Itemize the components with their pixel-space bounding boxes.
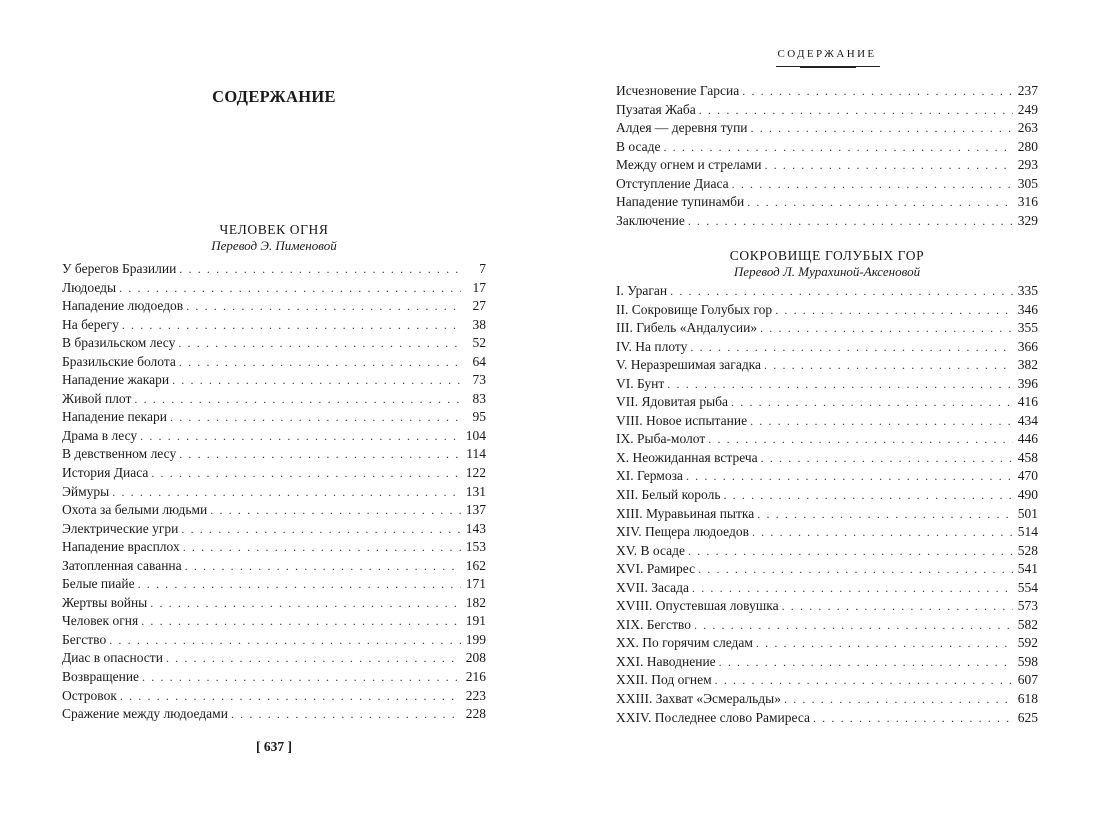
toc-entry bbox=[62, 464, 486, 483]
toc-leader-dots bbox=[183, 538, 461, 557]
toc-entry bbox=[616, 356, 1038, 375]
toc-leader-dots bbox=[140, 427, 461, 446]
toc-entry-page: 182 bbox=[465, 594, 486, 610]
toc-entry-title: XXIV. Последнее слово Рамиреса bbox=[616, 709, 810, 725]
toc-entry bbox=[616, 393, 1038, 412]
toc-entry-page: 52 bbox=[472, 335, 486, 351]
toc-entry bbox=[62, 705, 486, 724]
section-heading-chelovek-ognya bbox=[62, 221, 486, 254]
section-translator: Перевод Л. Мурахиной-Аксеновой bbox=[733, 264, 921, 279]
toc-leader-dots bbox=[667, 375, 1013, 394]
toc-leader-dots bbox=[179, 260, 461, 279]
toc-entry bbox=[62, 612, 486, 631]
toc-entry-page: 263 bbox=[1017, 120, 1038, 136]
toc-entry-title: XIV. Пещера людоедов bbox=[616, 524, 749, 540]
toc-entry bbox=[616, 212, 1038, 231]
toc-leader-dots bbox=[699, 101, 1013, 120]
toc-entry-page: 625 bbox=[1017, 709, 1038, 725]
toc-entry-title: Диас в опасности bbox=[62, 650, 163, 666]
toc-leader-dots bbox=[775, 301, 1013, 320]
toc-entry bbox=[616, 282, 1038, 301]
toc-entry-title: Отступление Диаса bbox=[616, 175, 729, 191]
toc-entry bbox=[62, 353, 486, 372]
toc-leader-dots bbox=[142, 668, 461, 687]
toc-leader-dots bbox=[715, 671, 1013, 690]
toc-entry bbox=[616, 430, 1038, 449]
toc-leader-dots bbox=[119, 279, 461, 298]
toc-leader-dots bbox=[122, 316, 461, 335]
toc-entry-title: Исчезновение Гарсиа bbox=[616, 83, 740, 98]
toc-entry bbox=[616, 301, 1038, 320]
toc-entry-page: 104 bbox=[465, 427, 486, 443]
toc-entry bbox=[62, 297, 486, 316]
toc-entry-page: 382 bbox=[1017, 357, 1038, 373]
toc-entry-page: 355 bbox=[1017, 320, 1038, 336]
toc-entry bbox=[616, 467, 1038, 486]
toc-entry bbox=[62, 279, 486, 298]
toc-leader-dots bbox=[751, 119, 1013, 138]
page-title: СОДЕРЖАНИЕ bbox=[212, 87, 336, 106]
toc-entry-title: XI. Гермоза bbox=[616, 468, 683, 484]
toc-entry bbox=[616, 449, 1038, 468]
toc-leader-dots bbox=[134, 390, 461, 409]
toc-entry-title: Электрические угри bbox=[62, 520, 179, 536]
toc-entry-page: 305 bbox=[1017, 175, 1038, 191]
toc-entry-title: XX. По горячим следам bbox=[616, 635, 753, 651]
toc-entry-page: 329 bbox=[1017, 212, 1038, 228]
toc-leader-dots bbox=[185, 557, 461, 576]
toc-entry-page: 573 bbox=[1017, 598, 1038, 614]
toc-entry-page: 153 bbox=[465, 539, 486, 555]
toc-leader-dots bbox=[179, 445, 461, 464]
toc-entry-title: Заключение bbox=[616, 212, 685, 228]
toc-entry-page: 316 bbox=[1017, 194, 1038, 210]
toc-leader-dots bbox=[764, 356, 1013, 375]
toc-leader-dots bbox=[747, 193, 1013, 212]
toc-entry bbox=[616, 193, 1038, 212]
toc-entry-title: Нападение врасплох bbox=[62, 539, 180, 555]
toc-entry bbox=[616, 375, 1038, 394]
toc-entry-page: 396 bbox=[1017, 375, 1038, 391]
toc-leader-dots bbox=[756, 634, 1013, 653]
toc-entry bbox=[62, 520, 486, 539]
toc-entry-title: В осаде bbox=[616, 138, 661, 154]
toc-entry bbox=[62, 594, 486, 613]
toc-leader-dots bbox=[784, 690, 1013, 709]
toc-leader-dots bbox=[692, 579, 1013, 598]
toc-entry-page: 17 bbox=[472, 279, 486, 295]
toc-entry-page: 171 bbox=[465, 576, 486, 592]
toc-entry-title: XIII. Муравьиная пытка bbox=[616, 505, 755, 521]
toc-entry-page: 114 bbox=[466, 446, 486, 462]
toc-entry bbox=[62, 483, 486, 502]
toc-entry-page: 490 bbox=[1017, 487, 1038, 503]
toc-entry-title: I. Ураган bbox=[616, 283, 668, 298]
toc-leader-dots bbox=[112, 483, 461, 502]
toc-leader-dots bbox=[150, 594, 461, 613]
toc-entry-title: XXI. Наводнение bbox=[616, 653, 716, 669]
toc-entry bbox=[616, 690, 1038, 709]
toc-entry-title: На берегу bbox=[62, 316, 119, 332]
toc-entry-page: 280 bbox=[1017, 138, 1038, 154]
toc-entry bbox=[616, 560, 1038, 579]
toc-entry-page: 470 bbox=[1017, 468, 1038, 484]
toc-entry bbox=[616, 505, 1038, 524]
toc-entry-title: Между огнем и стрелами bbox=[616, 157, 762, 173]
section-heading-sokrovishche bbox=[616, 247, 1038, 280]
toc-entry bbox=[62, 408, 486, 427]
toc-entry-title: VI. Бунт bbox=[616, 375, 665, 391]
toc-leader-dots bbox=[732, 175, 1013, 194]
toc-entry-page: 38 bbox=[472, 316, 486, 332]
toc-entry bbox=[616, 579, 1038, 598]
toc-leader-dots bbox=[663, 138, 1013, 157]
toc-entry-page: 607 bbox=[1017, 672, 1038, 688]
toc-leader-dots bbox=[688, 212, 1013, 231]
toc-entry-page: 554 bbox=[1017, 579, 1038, 595]
toc-entry-title: Нападение людоедов bbox=[62, 298, 184, 314]
toc-leader-dots bbox=[757, 505, 1013, 524]
toc-entry-title: XVII. Засада bbox=[616, 579, 690, 595]
toc-entry bbox=[62, 668, 486, 687]
toc-entry-page: 237 bbox=[1017, 83, 1038, 98]
toc-entry bbox=[616, 101, 1038, 120]
toc-leader-dots bbox=[151, 464, 461, 483]
toc-entry bbox=[62, 501, 486, 520]
toc-entry bbox=[62, 390, 486, 409]
toc-entry-title: Драма в лесу bbox=[62, 427, 138, 443]
toc-list-right-continued bbox=[616, 82, 1038, 230]
toc-entry-page: 162 bbox=[465, 557, 486, 573]
toc-leader-dots bbox=[750, 412, 1013, 431]
toc-entry bbox=[62, 445, 486, 464]
toc-list-left bbox=[62, 260, 486, 724]
toc-leader-dots bbox=[210, 501, 461, 520]
toc-entry bbox=[62, 427, 486, 446]
toc-leader-dots bbox=[181, 520, 461, 539]
toc-entry bbox=[616, 156, 1038, 175]
toc-entry-page: 335 bbox=[1017, 283, 1038, 298]
toc-leader-dots bbox=[752, 523, 1013, 542]
toc-leader-dots bbox=[186, 297, 461, 316]
toc-entry-page: 208 bbox=[465, 650, 486, 666]
toc-entry bbox=[616, 338, 1038, 357]
toc-entry-page: 582 bbox=[1017, 616, 1038, 632]
toc-leader-dots bbox=[166, 649, 461, 668]
toc-entry-page: 598 bbox=[1017, 653, 1038, 669]
toc-entry-page: 434 bbox=[1017, 412, 1038, 428]
toc-leader-dots bbox=[172, 371, 461, 390]
toc-leader-dots bbox=[813, 709, 1013, 728]
toc-entry bbox=[62, 557, 486, 576]
toc-entry bbox=[62, 687, 486, 706]
toc-entry-page: 223 bbox=[465, 687, 486, 703]
toc-entry-page: 216 bbox=[465, 669, 486, 685]
toc-entry-title: Бразильские болота bbox=[62, 353, 176, 369]
toc-entry-page: 7 bbox=[479, 261, 486, 276]
toc-leader-dots bbox=[109, 631, 461, 650]
toc-entry bbox=[62, 649, 486, 668]
toc-entry-title: В бразильском лесу bbox=[62, 335, 176, 351]
toc-leader-dots bbox=[723, 486, 1013, 505]
toc-entry-page: 131 bbox=[465, 483, 486, 499]
toc-entry-title: История Диаса bbox=[62, 465, 149, 481]
toc-entry-title: V. Неразрешимая загадка bbox=[616, 357, 762, 373]
toc-entry-page: 122 bbox=[465, 465, 486, 481]
toc-entry-page: 366 bbox=[1017, 338, 1038, 354]
toc-entry bbox=[62, 631, 486, 650]
page-number: [ 637 ] bbox=[256, 739, 292, 754]
toc-entry-page: 199 bbox=[465, 631, 486, 647]
toc-entry-page: 528 bbox=[1017, 542, 1038, 558]
toc-entry-title: Сражение между людоедами bbox=[62, 706, 228, 722]
toc-entry-page: 514 bbox=[1017, 524, 1038, 540]
toc-leader-dots bbox=[138, 575, 461, 594]
toc-entry bbox=[616, 138, 1038, 157]
running-head-rule-accent bbox=[800, 66, 856, 68]
toc-entry-page: 618 bbox=[1017, 691, 1038, 707]
toc-leader-dots bbox=[179, 353, 461, 372]
toc-entry-title: Людоеды bbox=[62, 279, 117, 295]
toc-leader-dots bbox=[742, 82, 1013, 101]
toc-leader-dots bbox=[141, 612, 461, 631]
toc-entry-page: 346 bbox=[1017, 301, 1038, 317]
toc-entry-page: 64 bbox=[472, 353, 486, 369]
toc-entry-page: 73 bbox=[472, 372, 486, 388]
toc-leader-dots bbox=[708, 430, 1013, 449]
toc-entry-title: II. Сокровище Голубых гор bbox=[616, 301, 773, 317]
toc-entry bbox=[62, 371, 486, 390]
toc-entry-title: Нападение жакари bbox=[62, 372, 170, 388]
toc-entry-title: XVI. Рамирес bbox=[616, 561, 696, 577]
section-title: ЧЕЛОВЕК ОГНЯ bbox=[219, 222, 329, 237]
toc-leader-dots bbox=[686, 467, 1013, 486]
toc-entry bbox=[616, 542, 1038, 561]
toc-entry-title: Затопленная саванна bbox=[62, 557, 182, 573]
toc-leader-dots bbox=[670, 282, 1013, 301]
running-head: СОДЕРЖАНИЕ bbox=[777, 48, 877, 60]
toc-entry-title: В девственном лесу bbox=[62, 446, 177, 462]
toc-entry-title: III. Гибель «Андалусии» bbox=[616, 320, 758, 336]
toc-entry bbox=[616, 523, 1038, 542]
toc-leader-dots bbox=[782, 597, 1013, 616]
toc-leader-dots bbox=[120, 687, 461, 706]
toc-entry-page: 27 bbox=[472, 298, 486, 314]
toc-leader-dots bbox=[170, 408, 461, 427]
toc-leader-dots bbox=[688, 542, 1013, 561]
toc-entry-title: Пузатая Жаба bbox=[616, 101, 696, 117]
toc-entry-page: 143 bbox=[465, 520, 486, 536]
toc-entry-title: XIX. Бегство bbox=[616, 616, 691, 632]
toc-entry-title: Островок bbox=[62, 687, 117, 703]
toc-entry-title: IV. На плоту bbox=[616, 338, 688, 354]
toc-entry-title: Возвращение bbox=[62, 669, 140, 685]
toc-entry-title: Охота за белыми людьми bbox=[62, 502, 208, 518]
toc-entry-page: 501 bbox=[1017, 505, 1038, 521]
toc-leader-dots bbox=[178, 334, 461, 353]
toc-entry-page: 592 bbox=[1017, 635, 1038, 651]
toc-list-right bbox=[616, 282, 1038, 727]
toc-entry-title: XXIII. Захват «Эсмеральды» bbox=[616, 691, 781, 707]
toc-entry-page: 249 bbox=[1017, 101, 1038, 117]
toc-entry bbox=[62, 316, 486, 335]
toc-entry-page: 293 bbox=[1017, 157, 1038, 173]
toc-entry-title: Нападение тупинамби bbox=[616, 194, 745, 210]
toc-entry bbox=[616, 597, 1038, 616]
toc-entry-title: VIII. Новое испытание bbox=[616, 412, 748, 428]
toc-entry-page: 228 bbox=[465, 706, 486, 722]
toc-leader-dots bbox=[731, 393, 1013, 412]
toc-entry bbox=[62, 538, 486, 557]
toc-entry-page: 95 bbox=[472, 409, 486, 425]
toc-entry-title: Живой плот bbox=[62, 390, 132, 406]
toc-entry-title: Жертвы войны bbox=[62, 594, 148, 610]
toc-entry-page: 458 bbox=[1017, 449, 1038, 465]
toc-entry-title: Эймуры bbox=[62, 483, 110, 499]
toc-entry bbox=[616, 319, 1038, 338]
toc-entry-page: 137 bbox=[465, 502, 486, 518]
toc-entry bbox=[616, 709, 1038, 728]
toc-entry-title: X. Неожиданная встреча bbox=[616, 449, 758, 465]
toc-entry-title: Нападение пекари bbox=[62, 409, 167, 425]
toc-entry bbox=[616, 671, 1038, 690]
toc-entry-title: XXII. Под огнем bbox=[616, 672, 712, 688]
toc-entry bbox=[62, 260, 486, 279]
toc-entry-title: XV. В осаде bbox=[616, 542, 685, 558]
section-translator: Перевод Э. Пименовой bbox=[211, 238, 337, 253]
toc-entry-page: 446 bbox=[1017, 431, 1038, 447]
toc-entry bbox=[62, 575, 486, 594]
toc-entry-title: VII. Ядовитая рыба bbox=[616, 394, 729, 410]
toc-entry-page: 191 bbox=[465, 613, 486, 629]
toc-entry-title: У берегов Бразилии bbox=[62, 261, 177, 276]
toc-entry bbox=[616, 82, 1038, 101]
toc-entry bbox=[616, 175, 1038, 194]
toc-entry-title: Алдея — деревня тупи bbox=[616, 120, 748, 136]
toc-leader-dots bbox=[694, 616, 1013, 635]
toc-entry-title: Белые пиайе bbox=[62, 576, 135, 592]
toc-entry bbox=[616, 616, 1038, 635]
toc-leader-dots bbox=[761, 449, 1013, 468]
toc-entry-title: Человек огня bbox=[62, 613, 139, 629]
toc-leader-dots bbox=[760, 319, 1013, 338]
toc-leader-dots bbox=[719, 653, 1013, 672]
toc-entry-title: XVIII. Опустевшая ловушка bbox=[616, 598, 779, 614]
toc-leader-dots bbox=[764, 156, 1013, 175]
toc-entry bbox=[616, 486, 1038, 505]
toc-entry bbox=[616, 653, 1038, 672]
toc-leader-dots bbox=[698, 560, 1013, 579]
toc-leader-dots bbox=[231, 705, 461, 724]
toc-entry-title: XII. Белый король bbox=[616, 487, 721, 503]
toc-entry bbox=[62, 334, 486, 353]
toc-entry-page: 416 bbox=[1017, 394, 1038, 410]
toc-entry bbox=[616, 634, 1038, 653]
toc-entry bbox=[616, 412, 1038, 431]
toc-entry bbox=[616, 119, 1038, 138]
section-title: СОКРОВИЩЕ ГОЛУБЫХ ГОР bbox=[729, 248, 925, 263]
toc-entry-title: IX. Рыба-молот bbox=[616, 431, 706, 447]
toc-entry-page: 83 bbox=[472, 390, 486, 406]
toc-leader-dots bbox=[690, 338, 1013, 357]
toc-entry-page: 541 bbox=[1017, 561, 1038, 577]
toc-entry-title: Бегство bbox=[62, 631, 107, 647]
